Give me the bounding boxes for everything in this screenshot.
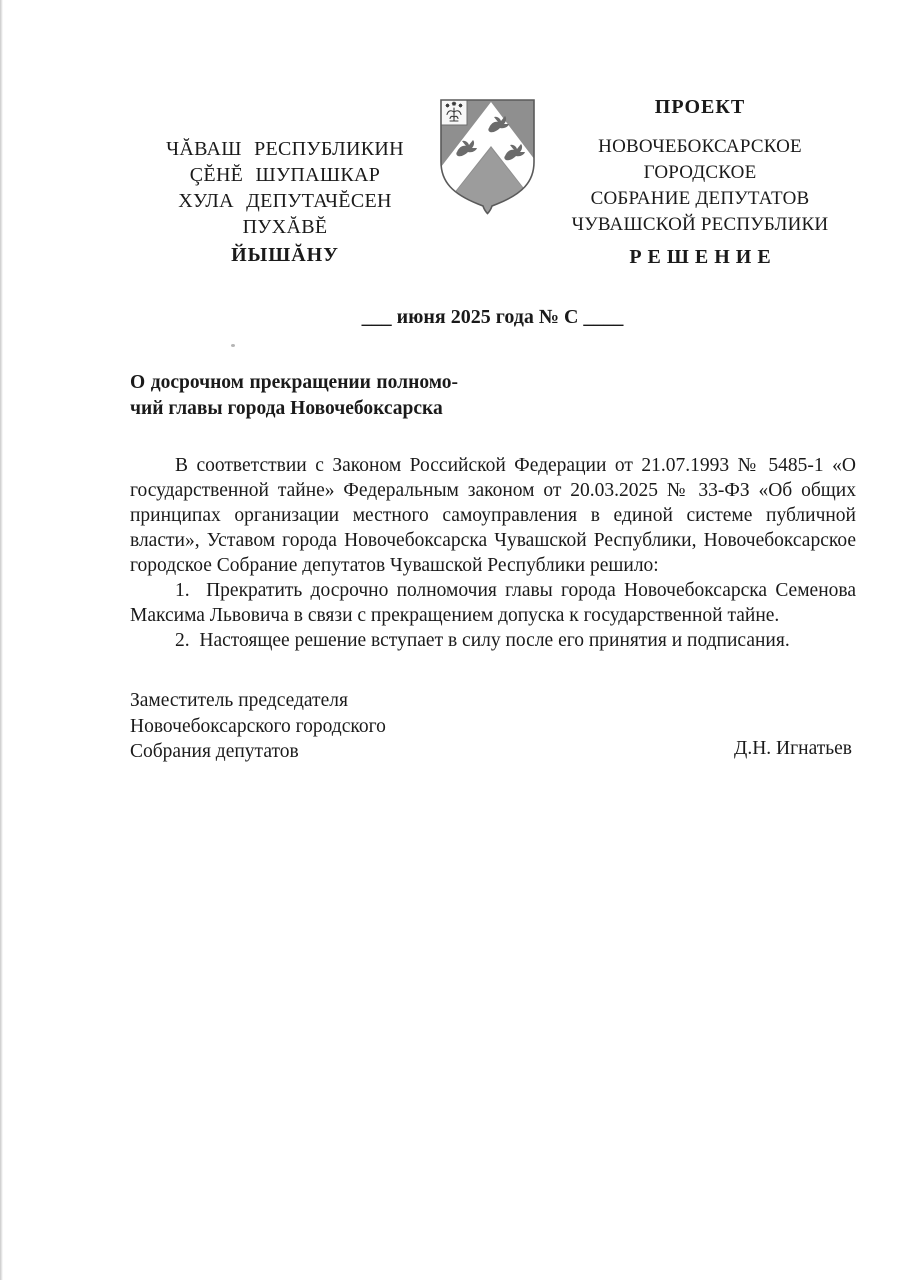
doc-title xyxy=(130,370,458,422)
org-name-chuvash xyxy=(155,136,415,240)
doc-type-chuvash: ЙЫШĂНУ xyxy=(231,244,339,266)
org-line: ÇĔНĔ ШУПАШКАР xyxy=(189,164,381,186)
org-line: СОБРАНИЕ ДЕПУТАТОВ xyxy=(590,188,810,209)
signature-position xyxy=(130,688,490,765)
org-line: ГОРОДСКОЕ xyxy=(643,162,757,183)
signature-position-line: Новочебоксарского городского xyxy=(130,715,386,737)
signature-position-line: Собрания депутатов xyxy=(130,741,299,762)
doc-type-russian: РЕШЕНИЕ xyxy=(629,246,777,268)
resolution-item-2: 2. Настоящее решение вступает в силу после его принятия и подписания. xyxy=(175,630,790,651)
body-paragraph: В соответствии с Законом Российской Федерации от 21.07.1993 № 5485-1 «О государственной тайне» Федеральным законом от 20.03.2025 № 33-ФЗ «Об общих принципах организации местного самоуправления в единой системе публичной власти», Уставом города Новочебоксарска Чувашской Республики, Новочебоксарское городское Собрание депутатов Чувашской Республики решило: xyxy=(130,455,856,576)
scan-speck xyxy=(231,344,235,347)
doc-title-line: чий главы города Новочебоксарска xyxy=(130,398,443,419)
scan-edge-shadow xyxy=(0,0,3,1280)
org-line: ЧĂВАШ РЕСПУБЛИКИН xyxy=(166,138,404,160)
org-line: НОВОЧЕБОКСАРСКОЕ xyxy=(598,136,802,157)
doc-title-line: О досрочном прекращении полномо- xyxy=(130,372,458,393)
signature-name: Д.Н. Игнатьев xyxy=(734,738,852,759)
org-line: ЧУВАШСКОЙ РЕСПУБЛИКИ xyxy=(571,214,829,235)
city-coat-of-arms-icon xyxy=(437,96,538,216)
date-number-line: ___ июня 2025 года № С ____ xyxy=(361,306,624,328)
project-label: ПРОЕКТ xyxy=(654,96,746,118)
org-line: ХУЛА ДЕПУТАЧĔСЕН xyxy=(178,190,392,212)
resolution-item-1: 1. Прекратить досрочно полномочия главы города Новочебоксарска Семенова Максима Львовича в связи с прекращением допуска к государственной тайне. xyxy=(130,580,856,626)
org-name-russian xyxy=(555,134,845,238)
org-line: ПУХĂВĔ xyxy=(242,216,328,238)
doc-body xyxy=(130,453,856,653)
signature-position-line: Заместитель председателя xyxy=(130,690,348,711)
